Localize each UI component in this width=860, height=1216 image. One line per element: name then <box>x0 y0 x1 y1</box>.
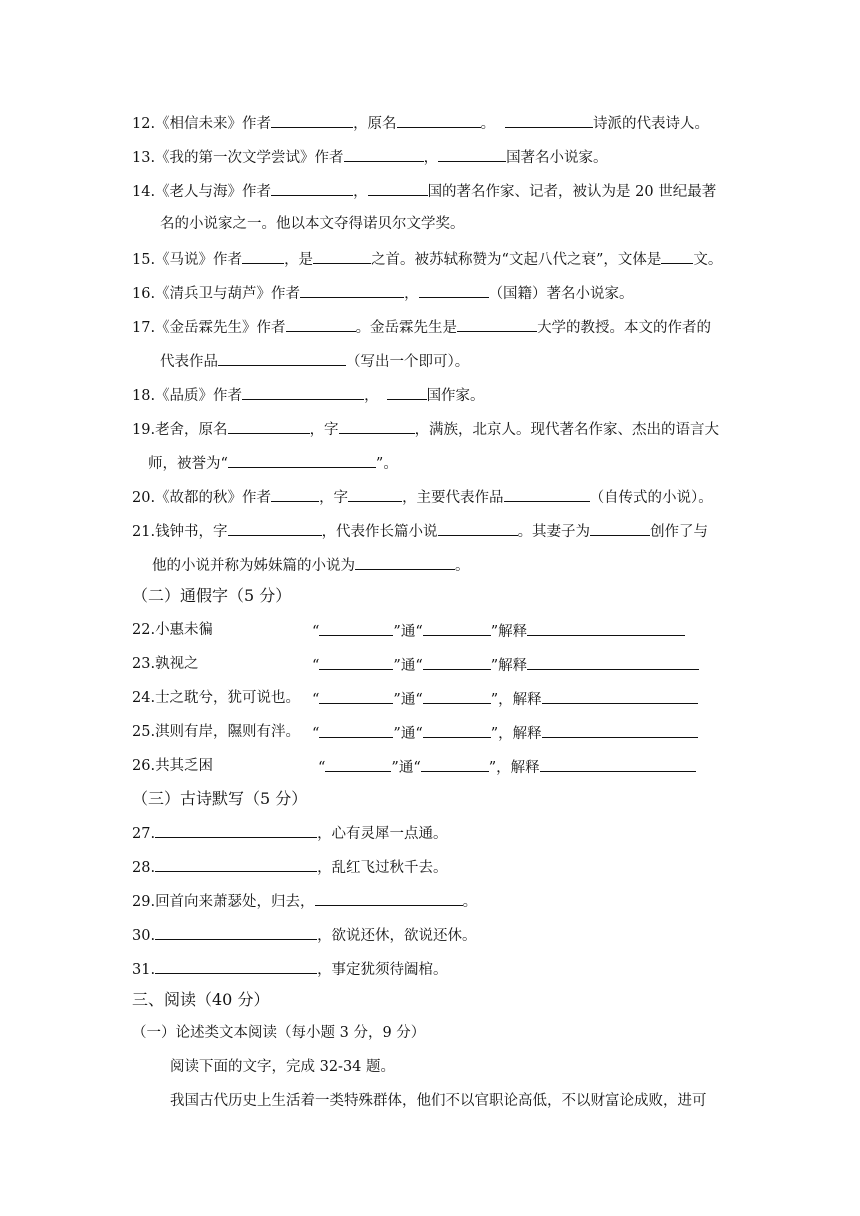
blank[interactable] <box>271 180 353 196</box>
blank[interactable] <box>344 146 424 162</box>
blank[interactable] <box>319 654 393 670</box>
blank[interactable] <box>355 554 455 570</box>
blank[interactable] <box>457 316 537 332</box>
blank[interactable] <box>542 688 698 704</box>
blank[interactable] <box>423 722 491 738</box>
blank[interactable] <box>242 384 364 400</box>
blank[interactable] <box>155 958 317 974</box>
blank[interactable] <box>300 282 404 298</box>
blank[interactable] <box>421 756 489 772</box>
blank[interactable] <box>438 146 506 162</box>
blank[interactable] <box>315 890 463 906</box>
blank[interactable] <box>313 248 371 264</box>
blank[interactable] <box>527 654 699 670</box>
blank[interactable] <box>155 856 317 872</box>
blank[interactable] <box>540 756 696 772</box>
blank[interactable] <box>423 654 491 670</box>
blank[interactable] <box>228 418 310 434</box>
blank[interactable] <box>438 520 518 536</box>
blank[interactable] <box>271 112 353 128</box>
blank[interactable] <box>505 112 593 128</box>
blank[interactable] <box>348 486 402 502</box>
blank[interactable] <box>242 248 284 264</box>
blank[interactable] <box>286 316 356 332</box>
blank[interactable] <box>228 520 322 536</box>
blank[interactable] <box>319 620 393 636</box>
blank[interactable] <box>368 180 428 196</box>
blank[interactable] <box>423 688 491 704</box>
blank[interactable] <box>339 418 415 434</box>
blank[interactable] <box>387 384 427 400</box>
blank[interactable] <box>155 924 317 940</box>
blank[interactable] <box>155 822 317 838</box>
blank[interactable] <box>218 350 346 366</box>
blank[interactable] <box>397 112 481 128</box>
blank[interactable] <box>527 620 685 636</box>
blank[interactable] <box>319 722 393 738</box>
blank[interactable] <box>504 486 590 502</box>
blank[interactable] <box>542 722 698 738</box>
blank[interactable] <box>661 248 693 264</box>
blank[interactable] <box>590 520 650 536</box>
blank[interactable] <box>271 486 319 502</box>
blank[interactable] <box>325 756 391 772</box>
blank[interactable] <box>319 688 393 704</box>
exam-page: 12.《相信未来》作者 ，原名 。 诗派的代表诗人。 13.《我的第一次文学尝试》作者 ， 国著名小说家。 14.《老人与海》作者 ， 国的著名作家、记者，被认为是 20 世纪最著 名的小说家之一。他以本文夺得诺贝尔文学奖。 15.《马说》作者 ，是 之首。被苏轼称赞为“文起八代之衰”，文体是 文。 16.《清兵卫与葫芦》作者 ， （国籍）著名小说家。 17.《金岳霖先生》作者 。金岳霖先生是 大学的教授。本文的作者的 代表作品 （写出一个即可）。 18.《品质》作者 ， 国作家。 19.老舍，原名 ，字 ，满族，北京人。现代著名作家、杰出的语言大 师，被誉为“ ”。 20.《故都的秋》作者 ，字 ，主要代表作品 （自传式的小说）。 21.钱钟书，字 ，代表作长篇小说 。其妻子为 创作了与 他的小说并称为姊妹篇的小说为 。 （二）通假字（5 分） 22.小惠未徧 “ ”通“ ”解释 23.孰视之 “ ”通“ ”解释 24.士之耽兮，犹可说也。 “ ”通“ ”，解释 25.淇则有岸，隰则有泮。 “ ”通“ ”，解释 26.共其乏困 “ ”通“ ”，解释 （三）古诗默写（5 分） 27. ，心有灵犀一点通。 28. ，乱红飞过秋千去。 29.回首向来萧瑟处，归去， 。 30. ，欲说还休，欲说还休。 31. ，事定犹须待阖棺。 三、阅读（40 分） （一）论述类文本阅读（每小题 3 分，9 分） 阅读下面的文字，完成 32-34 题。 我国古代历史上生活着一类特殊群体，他们不以官职论高低，不以财富论成败，进可 <box>0 0 860 1216</box>
blank[interactable] <box>228 452 376 468</box>
blank[interactable] <box>423 620 491 636</box>
blank[interactable] <box>419 282 489 298</box>
